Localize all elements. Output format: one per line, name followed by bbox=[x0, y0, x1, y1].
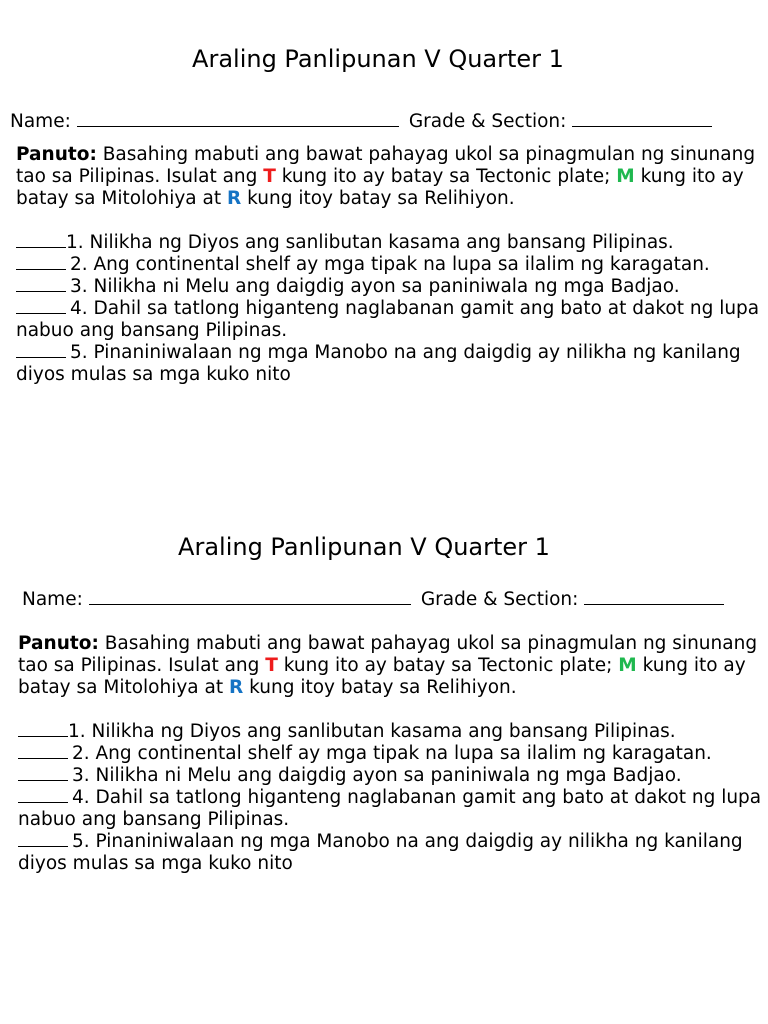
grade-section-blank-line[interactable] bbox=[584, 590, 724, 605]
question-item-5 bbox=[18, 831, 762, 875]
directions-text-2: kung ito ay batay sa Tectonic plate; bbox=[275, 166, 617, 187]
answer-blank-4[interactable] bbox=[16, 299, 66, 314]
question-text-3: 3. Nilikha ni Melu ang daigdig ayon sa paniniwala ng mga Badjao. bbox=[72, 765, 682, 786]
question-text-2: 2. Ang continental shelf ay mga tipak na lupa sa ilalim ng karagatan. bbox=[70, 254, 710, 275]
question-item-1 bbox=[16, 232, 760, 254]
question-text-4: 4. Dahil sa tatlong higanteng naglabanan gamit ang bato at dakot ng lupa nabuo ang bansang Pilipinas. bbox=[18, 787, 762, 830]
directions-paragraph bbox=[16, 144, 760, 210]
answer-blank-4[interactable] bbox=[18, 788, 68, 803]
answer-blank-2[interactable] bbox=[18, 744, 68, 759]
letter-m: M bbox=[618, 655, 637, 676]
worksheet-body bbox=[18, 633, 762, 875]
question-list bbox=[16, 232, 760, 386]
question-text-3: 3. Nilikha ni Melu ang daigdig ayon sa paniniwala ng mga Badjao. bbox=[70, 276, 680, 297]
question-text-5: 5. Pinaniniwalaan ng mga Manobo na ang daigdig ay nilikha ng kanilang diyos mulas sa mga kuko nito bbox=[18, 831, 743, 874]
grade-section-label: Grade & Section: bbox=[420, 589, 579, 610]
letter-m: M bbox=[616, 166, 635, 187]
letter-t: T bbox=[263, 166, 276, 187]
answer-blank-1[interactable] bbox=[18, 722, 68, 737]
question-item-2 bbox=[16, 254, 760, 276]
worksheet-body bbox=[16, 144, 760, 386]
directions-text-4: kung itoy batay sa Relihiyon. bbox=[241, 188, 515, 209]
question-text-5: 5. Pinaniniwalaan ng mga Manobo na ang daigdig ay nilikha ng kanilang diyos mulas sa mga kuko nito bbox=[16, 342, 741, 385]
name-grade-row bbox=[22, 588, 724, 612]
letter-t: T bbox=[265, 655, 278, 676]
directions-paragraph bbox=[18, 633, 762, 699]
name-label: Name: bbox=[22, 589, 83, 610]
letter-r: R bbox=[229, 677, 244, 698]
question-item-2 bbox=[18, 743, 762, 765]
answer-blank-2[interactable] bbox=[16, 255, 66, 270]
answer-blank-5[interactable] bbox=[16, 343, 66, 358]
question-item-3 bbox=[16, 276, 760, 298]
grade-section-blank-line[interactable] bbox=[572, 112, 712, 127]
worksheet-title: Araling Panlipunan V Quarter 1 bbox=[192, 45, 564, 73]
answer-blank-1[interactable] bbox=[16, 233, 66, 248]
question-list bbox=[18, 721, 762, 875]
worksheet-title: Araling Panlipunan V Quarter 1 bbox=[178, 533, 550, 561]
directions-label: Panuto: bbox=[18, 633, 99, 654]
directions-text-1: Basahing mabuti ang bawat pahayag ukol sa pinagmulan ng sinunang tao sa Pilipinas. Isulat ang bbox=[18, 633, 758, 676]
question-item-4 bbox=[18, 787, 762, 831]
question-item-3 bbox=[18, 765, 762, 787]
answer-blank-3[interactable] bbox=[16, 277, 66, 292]
directions-text-2: kung ito ay batay sa Tectonic plate; bbox=[277, 655, 619, 676]
name-grade-row bbox=[10, 110, 712, 134]
name-blank-line[interactable] bbox=[89, 590, 411, 605]
directions-text-3: kung ito ay batay sa Mitolohiya at bbox=[16, 166, 744, 209]
question-text-1: 1. Nilikha ng Diyos ang sanlibutan kasama ang bansang Pilipinas. bbox=[66, 232, 674, 253]
name-blank-line[interactable] bbox=[77, 112, 399, 127]
question-item-5 bbox=[16, 342, 760, 386]
directions-label: Panuto: bbox=[16, 144, 97, 165]
directions-text-1: Basahing mabuti ang bawat pahayag ukol sa pinagmulan ng sinunang tao sa Pilipinas. Isulat ang bbox=[16, 144, 756, 187]
directions-text-4: kung itoy batay sa Relihiyon. bbox=[243, 677, 517, 698]
grade-section-label: Grade & Section: bbox=[408, 111, 567, 132]
question-item-4 bbox=[16, 298, 760, 342]
question-text-1: 1. Nilikha ng Diyos ang sanlibutan kasama ang bansang Pilipinas. bbox=[68, 721, 676, 742]
answer-blank-3[interactable] bbox=[18, 766, 68, 781]
name-label: Name: bbox=[10, 111, 71, 132]
question-item-1 bbox=[18, 721, 762, 743]
answer-blank-5[interactable] bbox=[18, 832, 68, 847]
question-text-2: 2. Ang continental shelf ay mga tipak na lupa sa ilalim ng karagatan. bbox=[72, 743, 712, 764]
directions-text-3: kung ito ay batay sa Mitolohiya at bbox=[18, 655, 746, 698]
letter-r: R bbox=[227, 188, 242, 209]
question-text-4: 4. Dahil sa tatlong higanteng naglabanan gamit ang bato at dakot ng lupa nabuo ang bansang Pilipinas. bbox=[16, 298, 760, 341]
